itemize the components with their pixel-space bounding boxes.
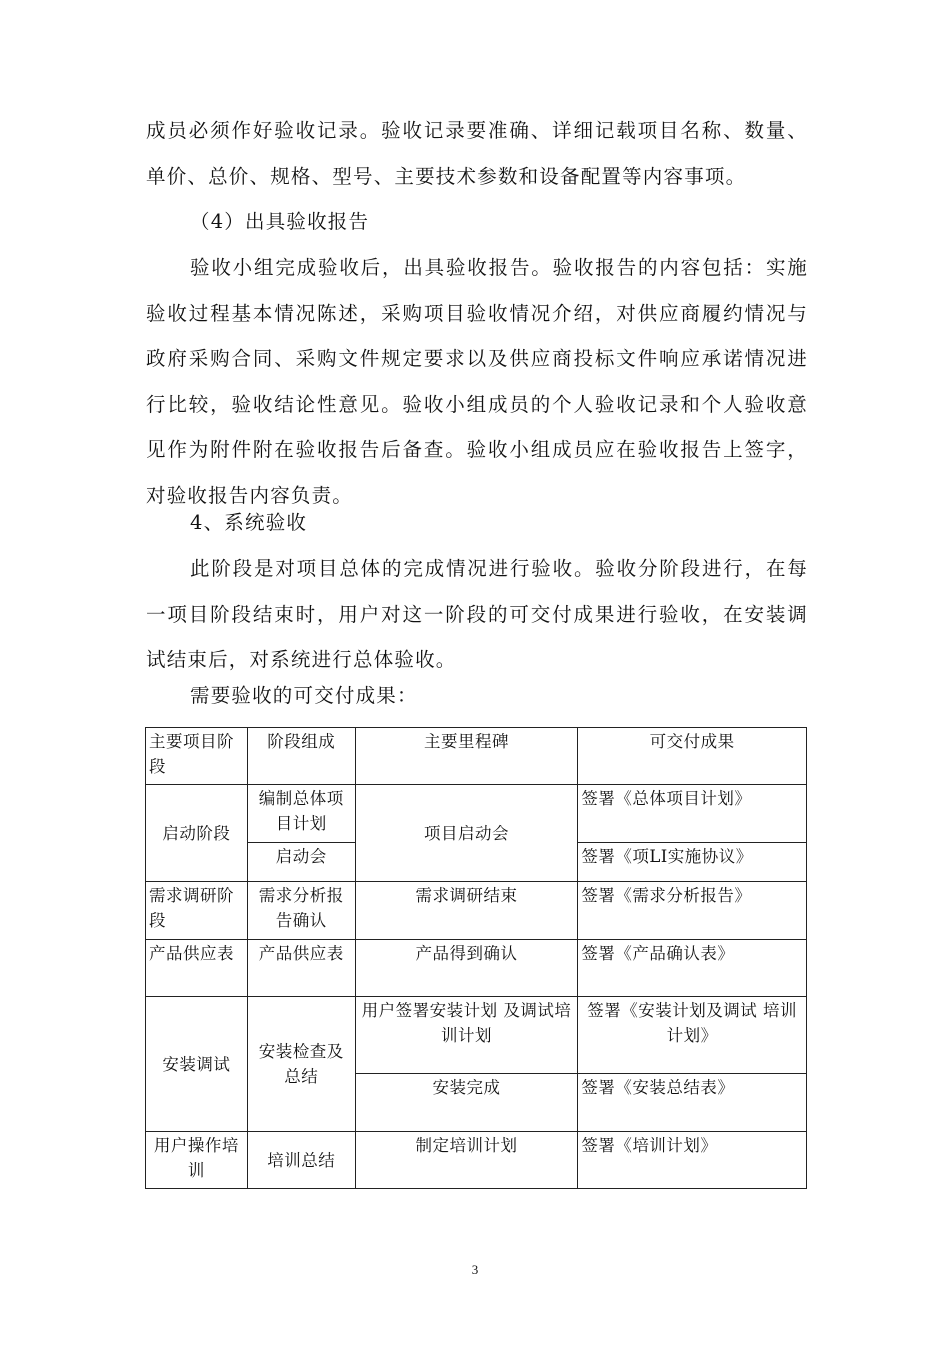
table-row (146, 785, 807, 843)
paragraph-acceptance-records: 成员必须作好验收记录。验收记录要准确、详细记载项目名称、数量、单价、总价、规格、型号、主要技术参数和设备配置等内容事项。 (146, 119, 808, 188)
paragraph-acceptance-report: 验收小组完成验收后，出具验收报告。验收报告的内容包括：实施验收过程基本情况陈述，采购项目验收情况介绍，对供应商履约情况与政府采购合同、采购文件规定要求以及供应商投标文件响应承诺情况进行比较，验收结论性意见。验收小组成员的个人验收记录和个人验收意见作为附件附在验收报告后备查。验收小组成员应在验收报告上签字，对验收报告内容负责。 (146, 256, 808, 507)
cell-stage: 需求调研阶段 (146, 882, 248, 940)
cell-milestone: 用户签署安装计划 及调试培训计划 (355, 997, 578, 1074)
cell-composition: 安装检查及总结 (247, 997, 355, 1132)
header-stage-composition: 阶段组成 (247, 728, 355, 785)
table-row (146, 940, 807, 997)
cell-composition: 产品供应表 (247, 940, 355, 997)
header-milestone: 主要里程碑 (355, 728, 578, 785)
paragraph-system-acceptance: 此阶段是对项目总体的完成情况进行验收。验收分阶段进行，在每一项目阶段结束时，用户对这一阶段的可交付成果进行验收，在安装调试结束后，对系统进行总体验收。 (146, 557, 808, 671)
cell-milestone: 安装完成 (355, 1074, 578, 1132)
paragraph-deliverables-intro: 需要验收的可交付成果： (190, 684, 418, 707)
cell-milestone: 项目启动会 (355, 785, 578, 882)
cell-stage: 安装调试 (146, 997, 248, 1132)
heading-system-acceptance: 4、系统验收 (190, 511, 308, 534)
table-row (146, 997, 807, 1074)
table-row (146, 882, 807, 940)
cell-milestone: 制定培训计划 (355, 1132, 578, 1189)
cell-composition: 编制总体项目计划 (247, 785, 355, 843)
cell-milestone: 产品得到确认 (355, 940, 578, 997)
cell-stage: 用户操作培训 (146, 1132, 248, 1189)
cell-deliverable: 签署《安装计划及调试 培训计划》 (578, 997, 807, 1074)
table-header-row (146, 728, 807, 785)
cell-deliverable: 签署《需求分析报告》 (578, 882, 807, 940)
cell-deliverable: 签署《产品确认表》 (578, 940, 807, 997)
deliverables-table (145, 727, 807, 1189)
page-number: 3 (471, 1262, 479, 1277)
cell-stage: 启动阶段 (146, 785, 248, 882)
cell-milestone: 需求调研结束 (355, 882, 578, 940)
header-main-stage: 主要项目阶段 (146, 728, 248, 785)
cell-composition: 启动会 (247, 843, 355, 882)
heading-issue-report: （4）出具验收报告 (190, 210, 370, 233)
cell-composition: 需求分析报告确认 (247, 882, 355, 940)
cell-composition: 培训总结 (247, 1132, 355, 1189)
table-row (146, 1132, 807, 1189)
header-deliverable: 可交付成果 (578, 728, 807, 785)
cell-deliverable: 签署《项LI实施协议》 (578, 843, 807, 882)
cell-deliverable: 签署《培训计划》 (578, 1132, 807, 1189)
cell-deliverable: 签署《总体项目计划》 (578, 785, 807, 843)
cell-deliverable: 签署《安装总结表》 (578, 1074, 807, 1132)
cell-stage: 产品供应表 (146, 940, 248, 997)
